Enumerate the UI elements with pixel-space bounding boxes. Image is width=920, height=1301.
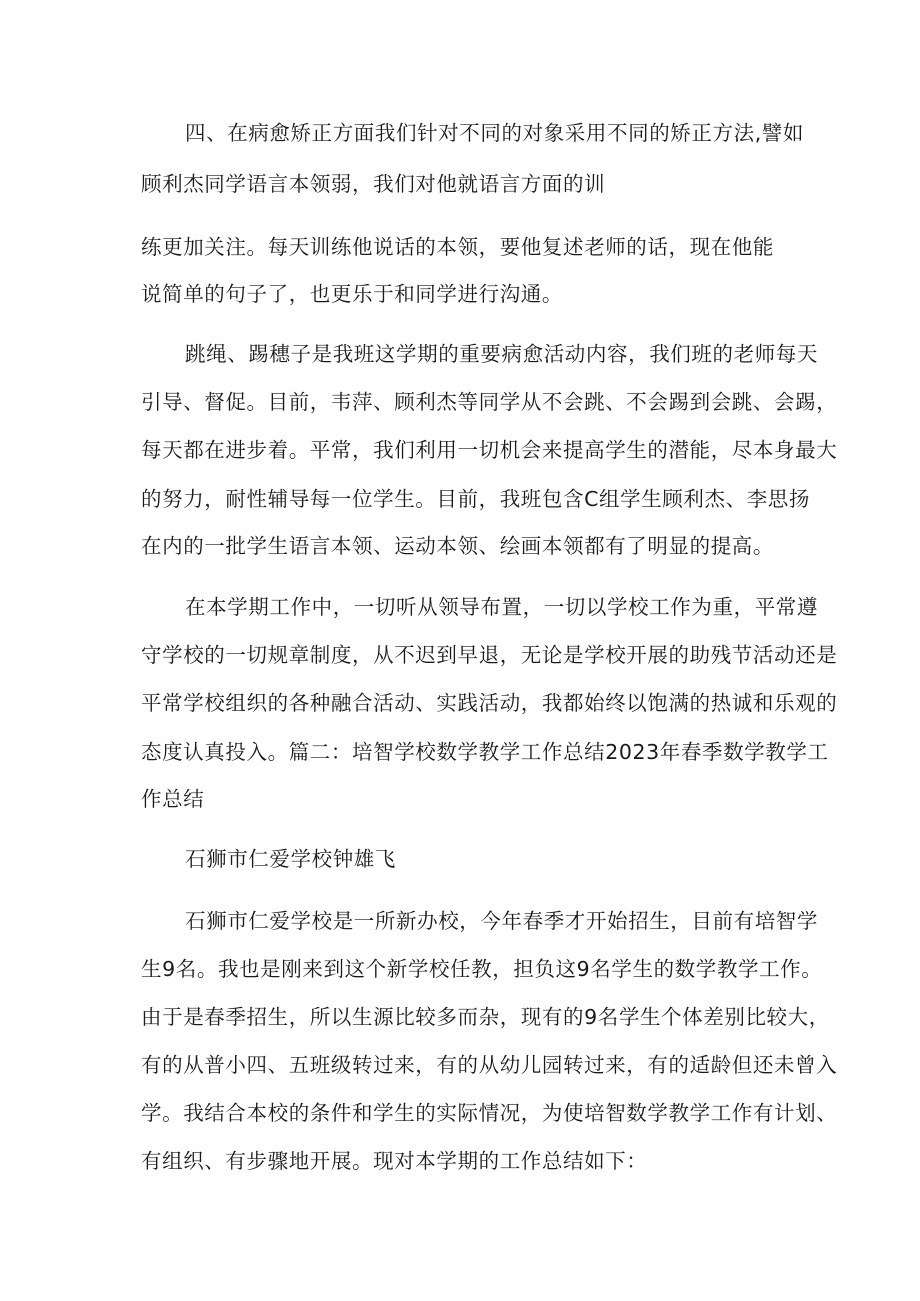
text-line: 生9名。我也是刚来到这个新学校任教，担负这9名学生的数学教学工作。: [141, 957, 823, 981]
text-line: 由于是春季招生，所以生源比较多而杂，现有的9名学生个体差别比较大，: [141, 1005, 830, 1029]
text-line: 平常学校组织的各种融合活动、实践活动，我都始终以饱满的热诚和乐观的: [141, 691, 838, 715]
text-line: 四、在病愈矫正方面我们针对不同的对象采用不同的矫正方法,譬如: [185, 121, 805, 145]
text-line: 练更加关注。每天训练他说话的本领，要他复述老师的话，现在他能: [141, 235, 774, 259]
text-line: 守学校的一切规章制度，从不迟到早退，无论是学校开展的助残节活动还是: [141, 643, 838, 667]
text-line: 学。我结合本校的条件和学生的实际情况，为使培智数学教学工作有计划、: [141, 1101, 838, 1125]
author-line: 石狮市仁爱学校钟雄飞: [185, 847, 396, 871]
text-line: 说简单的句子了，也更乐于和同学进行沟通。: [141, 282, 563, 306]
text-line: 在内的一批学生语言本领、运动本领、绘画本领都有了明显的提高。: [141, 534, 774, 558]
text-line: 有组织、有步骤地开展。现对本学期的工作总结如下：: [141, 1149, 648, 1173]
text-line: 的努力，耐性辅导每一位学生。目前，我班包含C组学生顾利杰、李思扬: [141, 487, 811, 511]
text-line: 态度认真投入。篇二：培智学校数学教学工作总结2023年春季数学教学工: [141, 740, 829, 764]
text-line: 作总结: [141, 787, 205, 811]
text-line: 在本学期工作中，一切听从领导布置，一切以学校工作为重，平常遵: [185, 595, 818, 619]
text-line: 石狮市仁爱学校是一所新办校，今年春季才开始招生，目前有培智学: [185, 909, 818, 933]
text-line: 每天都在进步着。平常，我们利用一切机会来提高学生的潜能，尽本身最大: [141, 438, 838, 462]
text-line: 有的从普小四、五班级转过来，有的从幼儿园转过来，有的适龄但还未曾入: [141, 1053, 838, 1077]
text-line: 顾利杰同学语言本领弱，我们对他就语言方面的训: [141, 172, 606, 196]
text-line: 引导、督促。目前，韦萍、顾利杰等同学从不会跳、不会踢到会跳、会踢，: [141, 390, 838, 414]
text-line: 跳绳、踢穗子是我班这学期的重要病愈活动内容，我们班的老师每天: [185, 342, 818, 366]
